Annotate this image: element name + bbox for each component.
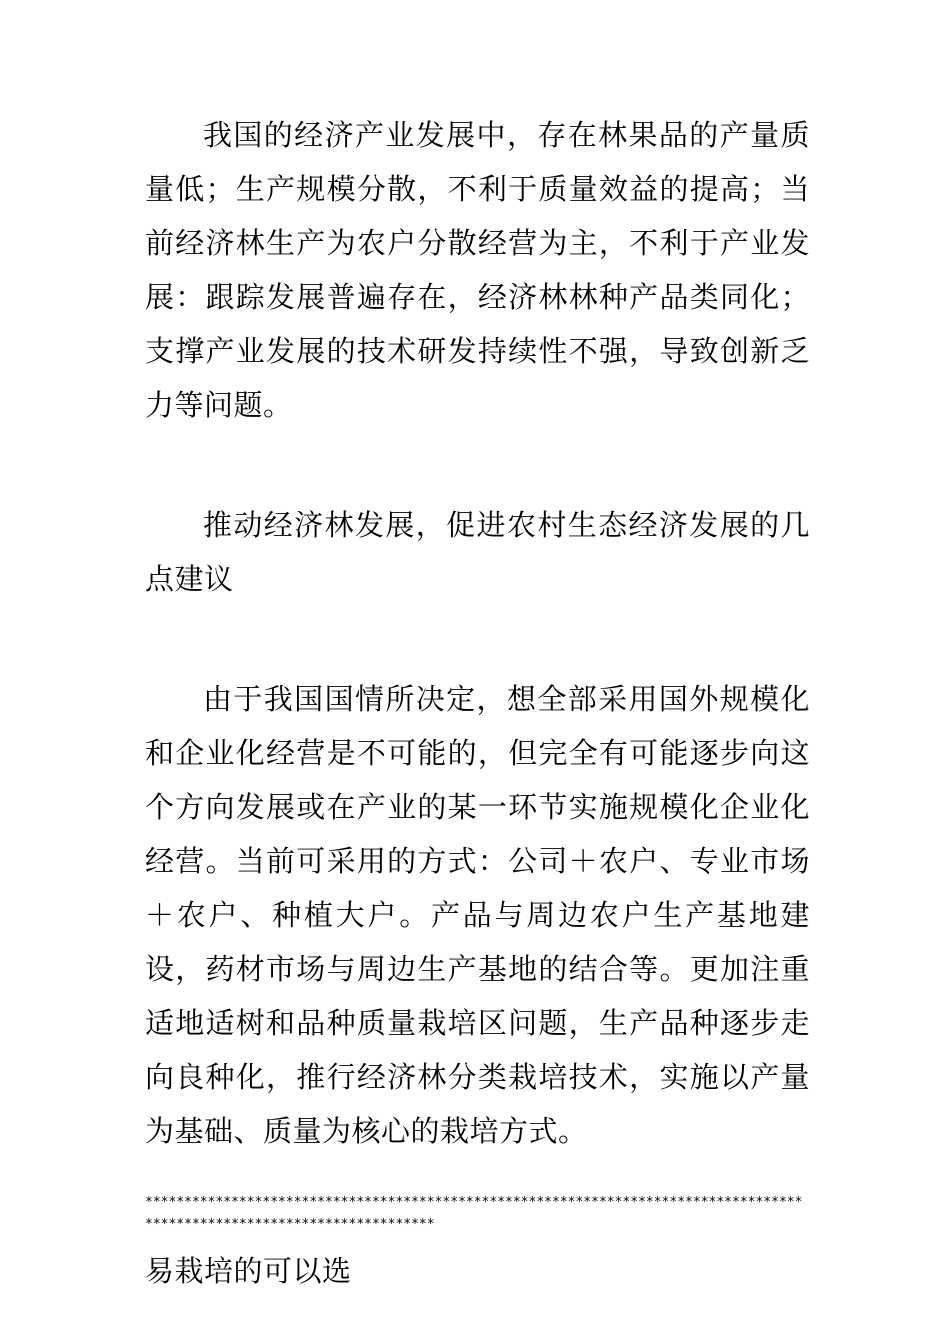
paragraph-suggestions-body: 由于我国国情所决定，想全部采用国外规模化和企业化经营是不可能的，但完全有可能逐步向这个方向发展或在产业的某一环节实施规模化企业化经营。当前可采用的方式：公司＋农户、专业市场＋农户、种植大户。产品与周边农户生产基地建设，药材市场与周边生产基地的结合等。更加注重适地适树和品种质量栽培区问题，生产品种逐步走向良种化，推行经济林分类栽培技术，实施以产量为基础、质量为核心的栽培方式。 (145, 682, 810, 1148)
trailing-text: 易栽培的可以选 (145, 1254, 352, 1288)
document-page (145, 108, 810, 1298)
paragraph-industry-problems: 我国的经济产业发展中，存在林果品的产量质量低；生产规模分散，不利于质量效益的提高；当前经济林生产为农户分散经营为主，不利于产业发展：跟踪发展普遍存在，经济林林种产品类同化；支撑产业发展的技术研发持续性不强，导致创新乏力等问题。 (145, 118, 810, 422)
separator-asterisks: ************************************************************************************************************************* (145, 1195, 803, 1232)
section-heading-suggestions: 推动经济林发展，促进农村生态经济发展的几点建议 (145, 508, 810, 596)
